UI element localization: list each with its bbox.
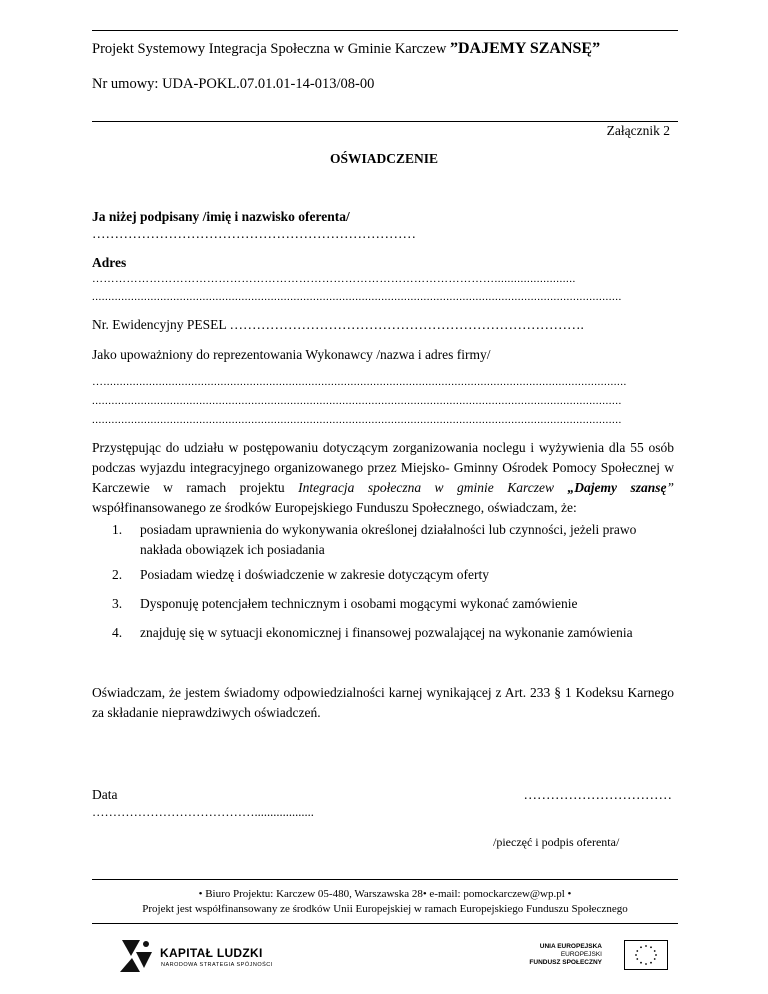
intro-text-1: Przystępując do udziału w postępowaniu dotyczącym zorganizowania noclegu i wyżywienia dla 55 osób podczas wyjazdu integracyjnego organizowanego przez Miejsko- Gminny Ośrodek Pomocy Społecznej w Karczewie w ramach projektu — [92, 440, 674, 495]
eu-logo-text — [518, 943, 602, 967]
list-item-number: 2. — [112, 567, 123, 582]
signature-label: /pieczęć i podpis oferenta/ — [493, 835, 620, 849]
address-label: Adres — [92, 255, 127, 270]
pesel-dots[interactable]: ……………………………………………………………………. — [229, 317, 584, 332]
eu-line-1: UNIA EUROPEJSKA — [539, 943, 602, 950]
kapital-ludzki-logo-icon — [118, 938, 154, 974]
attachment-label: Załącznik 2 — [606, 123, 670, 138]
footer-funding: Projekt jest współfinansowany ze środków Unii Europejskiej w ramach Europejskiego Funduszu Społecznego — [142, 903, 628, 915]
eu-line-3: FUNDUSZ SPOŁECZNY — [529, 959, 602, 966]
document-title: OŚWIADCZENIE — [329, 151, 439, 166]
intro-text-2: współfinansowanego ze środków Europejskiego Funduszu Społecznego, oświadczam, że: — [92, 500, 577, 515]
date-dots[interactable]: …………………………………................... — [92, 805, 314, 819]
project-header — [92, 40, 600, 58]
pesel-line[interactable] — [92, 317, 584, 333]
authorized-label: Jako upoważniony do reprezentowania Wykonawcy /nazwa i adres firmy/ — [92, 347, 491, 362]
list-item-text: znajduję się w sytuacji ekonomicznej i finansowej pozwalającej na wykonanie zamówienia — [140, 625, 633, 640]
list-item-number: 4. — [112, 625, 123, 640]
intro-paragraph — [92, 438, 674, 518]
eu-flag-icon — [624, 940, 668, 970]
list-item-number: 3. — [112, 596, 123, 611]
list-item-text: Dysponuję potencjałem technicznym i osobami mogącymi wykonać zamówienie — [140, 596, 578, 611]
name-label: Ja niżej podpisany /imię i nazwisko oferenta/ — [92, 209, 350, 224]
kapital-ludzki-subtitle: NARODOWA STRATEGIA SPÓJNOŚCI — [161, 962, 273, 968]
date-label: Data — [92, 787, 118, 802]
list-item — [112, 520, 674, 560]
eu-line-2: EUROPEJSKI — [560, 951, 602, 958]
kapital-ludzki-title: KAPITAŁ LUDZKI — [160, 946, 263, 960]
company-dots-1[interactable]: …................................................................................................................................................................. — [92, 376, 627, 388]
header-bottom-rule — [92, 121, 678, 122]
list-item-text: Posiadam wiedzę i doświadczenie w zakresie dotyczącym oferty — [140, 567, 489, 582]
list-item-text: posiadam uprawnienia do wykonywania określonej działalności lub czynności, jeżeli prawo nakłada obowiązek ich posiadania — [140, 522, 637, 557]
footer-top-rule — [92, 879, 678, 880]
declaration-paragraph: Oświadczam, że jestem świadomy odpowiedzialności karnej wynikającej z Art. 233 § 1 Kodeksu Karnego za składanie nieprawdziwych oświadczeń. — [92, 685, 674, 720]
footer-bottom-rule — [92, 923, 678, 924]
address-dots-2[interactable]: ................................................................................................................................................................... — [92, 291, 622, 303]
list-item-number: 1. — [112, 522, 123, 537]
intro-project-italic: Integracja społeczna w gminie Karczew — [298, 480, 568, 495]
address-dots-1[interactable]: ……………………………………………………………………………………………......................... — [92, 273, 576, 285]
company-dots-2[interactable]: ................................................................................................................................................................... — [92, 395, 622, 407]
header-top-rule — [92, 30, 678, 31]
intro-project-name: „Dajemy szansę — [567, 480, 667, 495]
contract-number: Nr umowy: UDA-POKL.07.01.01-14-013/08-00 — [92, 76, 375, 92]
signature-dots[interactable]: …………………………… — [523, 787, 672, 802]
company-dots-3[interactable]: ................................................................................................................................................................... — [92, 414, 622, 426]
name-dots[interactable]: ……………………………………………………………… — [92, 226, 416, 241]
footer-address: • Biuro Projektu: Karczew 05-480, Warszawska 28• e-mail: pomockarczew@wp.pl • — [198, 888, 572, 900]
pesel-label: Nr. Ewidencyjny PESEL — [92, 317, 230, 332]
intro-quote: ” — [666, 480, 674, 495]
project-prefix: Projekt Systemowy Integracja Społeczna w Gminie Karczew — [92, 41, 450, 57]
project-name: ”DAJEMY SZANSĘ” — [449, 40, 601, 57]
